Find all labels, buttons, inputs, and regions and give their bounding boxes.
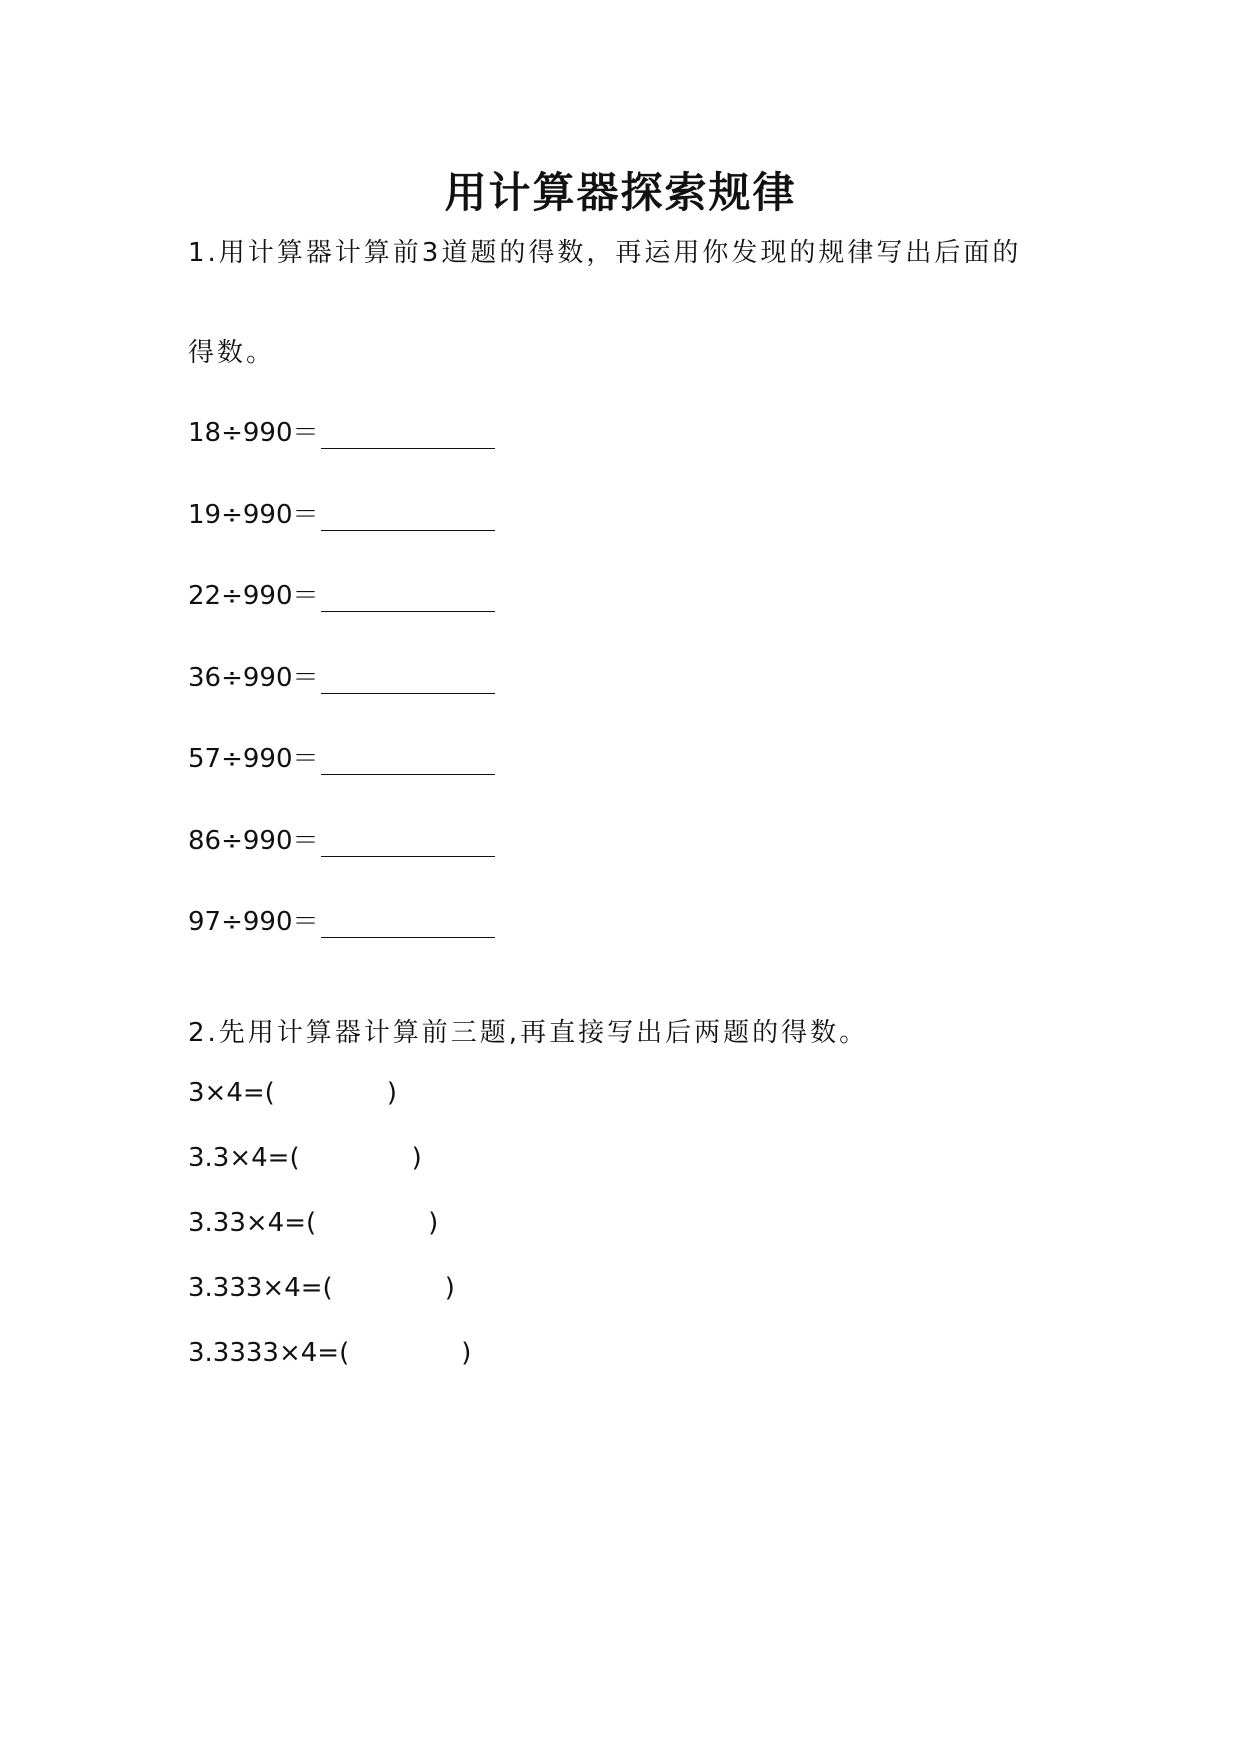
- answer-blank[interactable]: [321, 585, 495, 612]
- question-1-text: 1.用计算器计算前3道题的得数，再运用你发现的规律写出后面的: [188, 238, 1022, 268]
- expression-text: 3.3×4=(: [188, 1143, 300, 1173]
- question-2-text: 2.先用计算器计算前三题,再直接写出后两题的得数。: [188, 1018, 869, 1048]
- q1-expression-row: [188, 901, 495, 938]
- answer-blank[interactable]: [321, 422, 495, 449]
- q2-expression-row: [188, 1143, 422, 1173]
- closing-paren: ): [411, 1143, 422, 1173]
- answer-blank[interactable]: [321, 667, 495, 694]
- q2-expression-row: [188, 1338, 471, 1368]
- q2-expression-row: [188, 1208, 438, 1238]
- closing-paren: ): [444, 1273, 455, 1303]
- answer-blank[interactable]: [321, 911, 495, 938]
- question-1-text-continued: 得数。: [188, 338, 276, 368]
- expression-text: 86÷990＝: [188, 826, 319, 856]
- page-title: 用计算器探索规律: [444, 168, 797, 217]
- q1-expression-row: [188, 575, 495, 612]
- answer-blank[interactable]: [321, 830, 495, 857]
- closing-paren: ): [461, 1338, 472, 1368]
- expression-text: 18÷990＝: [188, 418, 319, 448]
- q2-expression-row: [188, 1273, 455, 1303]
- closing-paren: ): [428, 1208, 439, 1238]
- expression-text: 3×4=(: [188, 1078, 275, 1108]
- q1-expression-row: [188, 494, 495, 531]
- expression-text: 3.33×4=(: [188, 1208, 317, 1238]
- closing-paren: ): [386, 1078, 397, 1108]
- answer-blank[interactable]: [321, 748, 495, 775]
- expression-text: 3.333×4=(: [188, 1273, 333, 1303]
- answer-blank[interactable]: [321, 504, 495, 531]
- q2-expression-row: [188, 1078, 397, 1108]
- expression-text: 97÷990＝: [188, 907, 319, 937]
- expression-text: 57÷990＝: [188, 744, 319, 774]
- q1-expression-row: [188, 657, 495, 694]
- expression-text: 22÷990＝: [188, 581, 319, 611]
- expression-text: 36÷990＝: [188, 663, 319, 693]
- q1-expression-row: [188, 820, 495, 857]
- expression-text: 19÷990＝: [188, 500, 319, 530]
- expression-text: 3.3333×4=(: [188, 1338, 350, 1368]
- q1-expression-row: [188, 738, 495, 775]
- q1-expression-row: [188, 412, 495, 449]
